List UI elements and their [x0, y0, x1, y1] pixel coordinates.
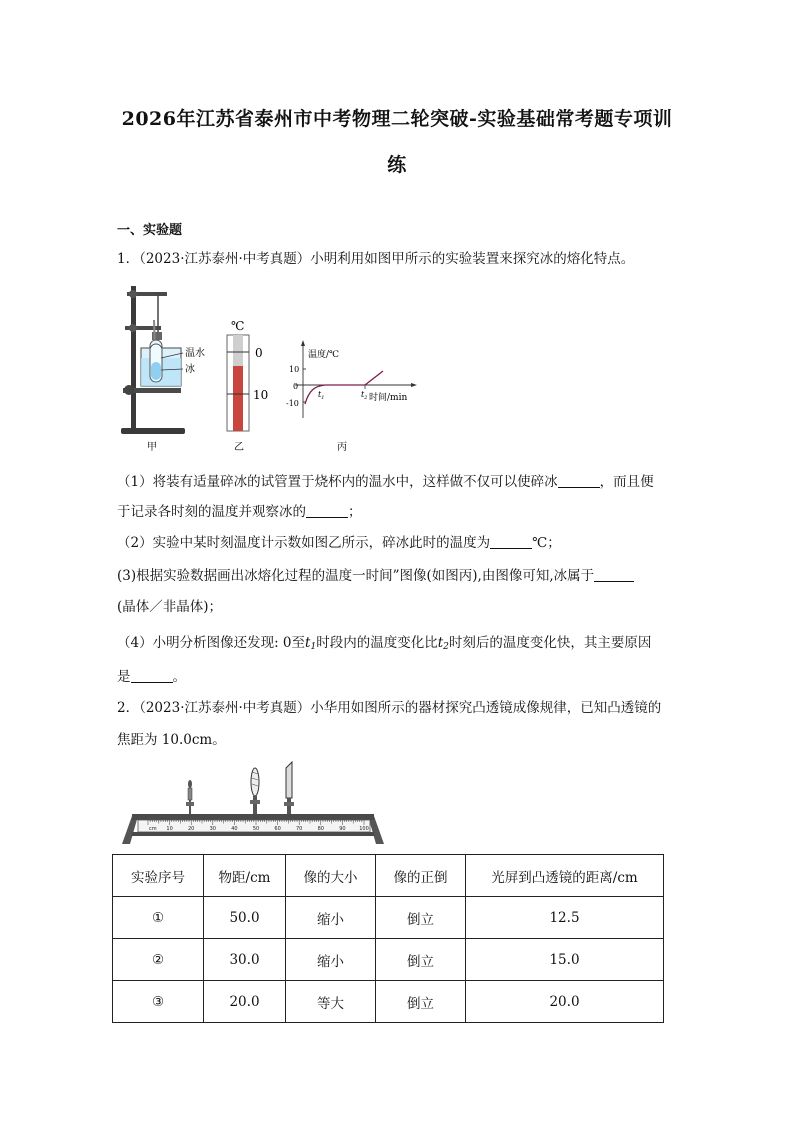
q1-part-3-text-a: (3)根据实验数据画出冰熔化过程的温度一时间”图像(如图丙),由图像可知,冰属于 — [117, 568, 595, 584]
iron-stand-apparatus — [121, 286, 185, 434]
cell-image-size: 缩小 — [286, 897, 376, 939]
cell-image-size: 缩小 — [286, 939, 376, 981]
q1-part-2-text-a: （2）实验中某时刻温度计示数如图乙所示，碎冰此时的温度为 — [117, 535, 491, 551]
question-1-stem: 1．（2023·江苏泰州·中考真题）小明利用如图甲所示的实验装置来探究冰的熔化特点。 — [117, 251, 635, 267]
cell-screen-distance: 15.0 — [466, 939, 664, 981]
graph-label-t2: $t_2$ — [361, 390, 368, 401]
cell-trial: ③ — [113, 981, 204, 1023]
header-trial-number: 实验序号 — [113, 855, 204, 897]
question-2-stem-line-a: 2．（2023·江苏泰州·中考真题）小华用如图所示的器材探究凸透镜成像规律，已知凸透镜的 — [117, 700, 662, 716]
thermometer-scale — [227, 319, 268, 452]
label-celsius: ℃ — [231, 319, 245, 333]
header-image-size: 像的大小 — [286, 855, 376, 897]
cell-trial: ② — [113, 939, 204, 981]
bench-tick-label: 50 — [252, 826, 260, 832]
cell-trial: ① — [113, 897, 204, 939]
label-warm-water: 温水 — [185, 348, 205, 359]
bench-tick-label: 30 — [209, 826, 216, 832]
bench-tick-label: 40 — [231, 826, 238, 832]
q1-part-4-line-a — [117, 631, 651, 652]
cell-image-orientation: 倒立 — [376, 939, 466, 981]
table-row — [113, 939, 664, 981]
convex-lens — [250, 768, 260, 814]
q1-part-1-text-c: 于记录各时刻的温度并观察冰的 — [117, 504, 306, 520]
optical-bench-figure — [118, 758, 388, 850]
q1-part-4-text-e: 。 — [172, 669, 186, 685]
title-line-1: 2026年江苏省泰州市中考物理二轮突破-实验基础常考题专项训 — [121, 108, 673, 130]
q1-part-4-text-d: 是 — [117, 669, 131, 685]
cell-object-distance: 50.0 — [204, 897, 286, 939]
bench-tick-label: 80 — [317, 826, 324, 832]
light-screen — [284, 762, 294, 814]
q1-part-4-t2: $t_2$ — [437, 635, 449, 652]
graph-tick-minus-10: -10 — [286, 399, 299, 408]
q1-part-1-line-b — [117, 500, 362, 520]
bench-tick-label: 60 — [274, 826, 281, 832]
answer-blank-3[interactable] — [490, 534, 532, 549]
q1-part-3-line-a — [117, 564, 634, 584]
q1-part-4-text-a: （4）小明分析图像还发现: 0至 — [117, 635, 306, 651]
answer-blank-5[interactable] — [131, 668, 173, 683]
question-2-stem-line-b: 焦距为 10.0cm。 — [117, 732, 226, 748]
label-bing: 丙 — [337, 442, 347, 452]
bench-tick-label: 70 — [296, 826, 303, 832]
optical-bench — [122, 814, 384, 844]
header-screen-distance: 光屏到凸透镜的距离/cm — [466, 855, 664, 897]
cell-object-distance: 30.0 — [204, 939, 286, 981]
answer-blank-1[interactable] — [558, 473, 600, 488]
q1-part-1-line-a — [117, 470, 654, 490]
bench-tick-label: 20 — [188, 826, 195, 832]
q1-part-3-line-b: (晶体／非晶体)； — [117, 599, 223, 615]
document-title — [110, 96, 684, 188]
label-ice: 冰 — [185, 364, 195, 375]
cell-image-orientation: 倒立 — [376, 897, 466, 939]
q1-part-4-line-b — [117, 665, 186, 685]
answer-blank-4[interactable] — [594, 567, 634, 582]
table-row — [113, 897, 664, 939]
bench-tick-label: cm — [149, 826, 157, 832]
title-line-2: 练 — [387, 154, 407, 176]
q1-part-2-text-b: ℃； — [532, 535, 561, 551]
q1-part-1-text-a: （1）将装有适量碎冰的试管置于烧杯内的温水中，这样做不仅可以使碎冰 — [117, 474, 558, 490]
q1-part-2-line — [117, 531, 561, 551]
label-yi: 乙 — [234, 442, 244, 452]
q1-part-4-text-c: 时刻后的温度变化快，其主要原因 — [448, 635, 652, 651]
label-jia: 甲 — [147, 442, 157, 452]
candle — [186, 780, 194, 814]
graph-label-t1: $t_1$ — [318, 390, 325, 401]
label-minus-ten: 10 — [253, 388, 269, 402]
table-header-row — [113, 855, 664, 897]
bench-tick-label: 100 — [359, 826, 369, 832]
q1-part-1-text-b: ，而且便 — [599, 474, 654, 490]
answer-blank-2[interactable] — [306, 503, 348, 518]
q1-part-4-t1: $t_1$ — [305, 635, 317, 652]
results-table — [112, 854, 664, 1023]
header-object-distance: 物距/cm — [204, 855, 286, 897]
table-row — [113, 981, 664, 1023]
q1-figure-group — [115, 280, 425, 452]
q1-part-1-text-d: ； — [348, 504, 362, 520]
graph-tick-10: 10 — [289, 365, 300, 374]
cell-image-size: 等大 — [286, 981, 376, 1023]
section-heading: 一、实验题 — [117, 223, 183, 238]
label-zero: 0 — [255, 346, 263, 360]
cell-screen-distance: 12.5 — [466, 897, 664, 939]
cell-image-orientation: 倒立 — [376, 981, 466, 1023]
bench-tick-label: 90 — [339, 826, 346, 832]
bench-tick-label: 10 — [166, 826, 173, 832]
q1-part-4-text-b: 时段内的温度变化比 — [316, 635, 438, 651]
cell-object-distance: 20.0 — [204, 981, 286, 1023]
graph-tick-0: 0 — [293, 382, 299, 391]
graph-y-label: 温度/℃ — [308, 350, 340, 360]
graph-x-label: 时间/min — [369, 393, 408, 403]
cell-screen-distance: 20.0 — [466, 981, 664, 1023]
header-image-orientation: 像的正倒 — [376, 855, 466, 897]
